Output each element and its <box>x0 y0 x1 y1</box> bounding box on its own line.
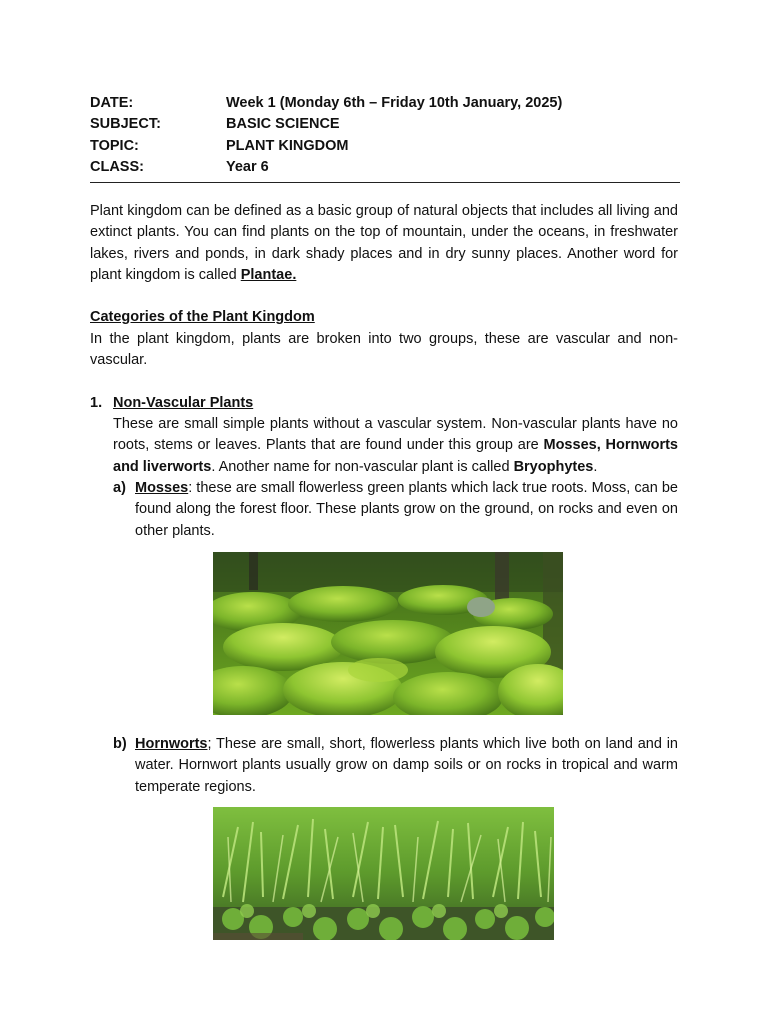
non-vascular-bold-a: Mosses, Hornworts and liverworts <box>113 437 678 475</box>
header-row-date <box>90 92 680 114</box>
class-label: CLASS: <box>90 159 144 176</box>
non-vascular-text-b: . Another name for non-vascular plant is called <box>211 458 514 475</box>
hornworts-letter: b) <box>113 736 127 752</box>
header-row-subject <box>90 114 680 136</box>
plantae-term: Plantae. <box>240 266 297 283</box>
moss-photo <box>213 552 563 715</box>
hornwort-photo <box>213 807 554 940</box>
section-title: Non-Vascular Plants <box>113 395 254 411</box>
categories-heading-text: Categories of the Plant Kingdom <box>90 309 315 325</box>
intro-text: Plant kingdom can be defined as a basic group of natural objects that includes all living and extinct plants. You can find plants on the top of mountain, under the oceans, in freshwater lakes, rivers and ponds, in dark shady places and in dry sunny places. Another word for plant kingdom is called <box>90 203 678 283</box>
bryophytes-term: Bryophytes <box>513 458 594 475</box>
non-vascular-text-c: . <box>593 458 598 475</box>
mosses-term: Mosses <box>135 480 189 496</box>
categories-paragraph: In the plant kingdom, plants are broken into two groups, these are vascular and non-vascular. <box>90 331 678 369</box>
mosses-paragraph <box>135 478 678 542</box>
categories-heading <box>90 307 678 328</box>
header-row-class <box>90 157 680 179</box>
lesson-header <box>90 92 680 183</box>
mosses-text: : these are small flowerless green plants which lack true roots. Moss, can be found along the forest floor. These plants grow on the ground, on rocks and even on other plants. <box>135 480 678 539</box>
non-vascular-paragraph <box>113 414 678 478</box>
date-value: Week 1 (Monday 6th – Friday 10th January, 2025) <box>226 94 563 111</box>
header-row-topic <box>90 135 680 157</box>
mosses-letter: a) <box>113 480 126 496</box>
hornworts-term: Hornworts <box>135 736 208 752</box>
topic-value: PLANT KINGDOM <box>226 137 349 154</box>
class-value: Year 6 <box>226 159 269 176</box>
non-vascular-text-a: These are small simple plants without a vascular system. Non-vascular plants have no roots, stems or leaves. Plants that are found under this group are <box>113 416 678 454</box>
hornworts-paragraph <box>135 734 678 798</box>
intro-paragraph <box>90 201 678 286</box>
section-number: 1. <box>90 395 103 411</box>
subject-value: BASIC SCIENCE <box>226 116 340 133</box>
hornworts-text: ; These are small, short, flowerless plants which live both on land and in water. Hornwort plants usually grow on damp soils or on rocks in tropical and warm temperate regions. <box>135 736 678 795</box>
subject-label: SUBJECT: <box>90 116 161 133</box>
topic-label: TOPIC: <box>90 137 139 154</box>
date-label: DATE: <box>90 94 134 111</box>
